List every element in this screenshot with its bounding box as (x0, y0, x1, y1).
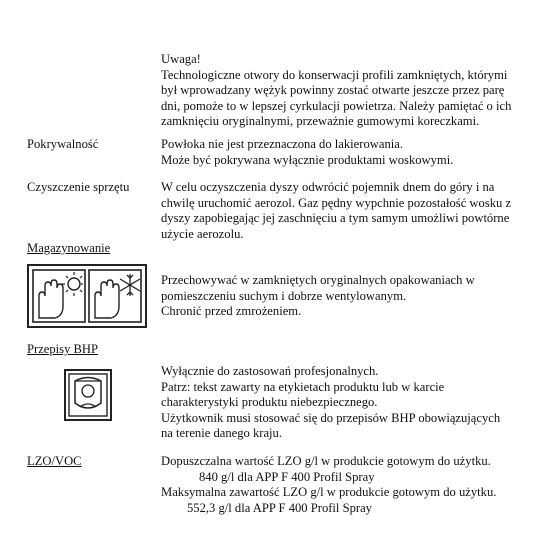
text-line: Przechowywać w zamkniętych oryginalnych opakowaniach w (161, 273, 475, 287)
face-shield-pictogram (64, 369, 112, 421)
bhp-heading: Przepisy BHP (27, 342, 99, 356)
czyszczenie-text (161, 180, 546, 242)
storage-pictogram-svg (29, 266, 145, 326)
text-line: pomieszczeniu suchym i dobrze wentylowanym. (161, 288, 407, 303)
text-line: charakterystyki produktu niebezpiecznego. (161, 395, 378, 410)
hand-sun-icon (39, 272, 83, 318)
text-line: użycie aerozolu. (161, 226, 244, 241)
text-line: dyszy zapobiegając jej zaschnięciu a tym samym umożliwi powtórne (161, 211, 510, 226)
text-line: W celu oczyszczenia dyszy odwrócić pojemnik dnem do góry i na (161, 180, 495, 194)
magazynowanie-text (161, 273, 546, 320)
text-line: Wyłącznie do zastosowań profesjonalnych. (161, 364, 379, 378)
warning-line: Uwaga! (161, 52, 201, 66)
text-line: Patrz: tekst zawarty na etykietach produktu lub w karcie (161, 379, 445, 394)
magazynowanie-heading: Magazynowanie (27, 241, 111, 255)
pokrywalnosc-text (161, 137, 546, 168)
text-line: chwilę uruchomić aerozol. Gaz pędny wypchnie pozostałość wosku z (161, 195, 512, 210)
pokrywalnosc-label: Pokrywalność (27, 137, 99, 151)
face-shield-icon (66, 371, 110, 419)
text-line: Powłoka nie jest przeznaczona do lakierowania. (161, 137, 403, 151)
text-line: Chronić przed zmrożeniem. (161, 304, 302, 319)
warning-line: dni, pomoże to w lepszej cyrkulacji powietrza. Należy pamiętać o ich (161, 98, 512, 113)
text-line: Maksymalna zawartość LZO g/l w produkcie gotowym do użytku. (161, 485, 497, 500)
czyszczenie-label: Czyszczenie sprzętu (27, 180, 130, 194)
hand-snowflake-icon (95, 274, 140, 318)
text-line: na terenie danego kraju. (161, 426, 282, 441)
text-line: Może być pokrywana wyłącznie produktami woskowymi. (161, 152, 454, 167)
text-line: Użytkownik musi stosować się do przepisów BHP obowiązujących (161, 410, 501, 425)
lzo-text (161, 454, 546, 516)
storage-pictogram (27, 264, 147, 328)
lzo-heading: LZO/VOC (27, 454, 82, 468)
text-line: 552,3 g/l dla APP F 400 Profil Spray (187, 500, 372, 515)
bhp-text (161, 364, 546, 442)
warning-line: był wprowadzany wężyk powinny zostać otwarte jeszcze przez parę (161, 83, 505, 98)
warning-block (161, 52, 546, 130)
warning-line: Technologiczne otwory do konserwacji profili zamkniętych, którymi (161, 67, 508, 82)
text-line: Dopuszczalna wartość LZO g/l w produkcie gotowym do użytku. (161, 454, 491, 468)
text-line: 840 g/l dla APP F 400 Profil Spray (199, 469, 375, 484)
warning-line: zamknięciu oryginalnymi, przeważnie gumowymi koreczkami. (161, 114, 480, 129)
